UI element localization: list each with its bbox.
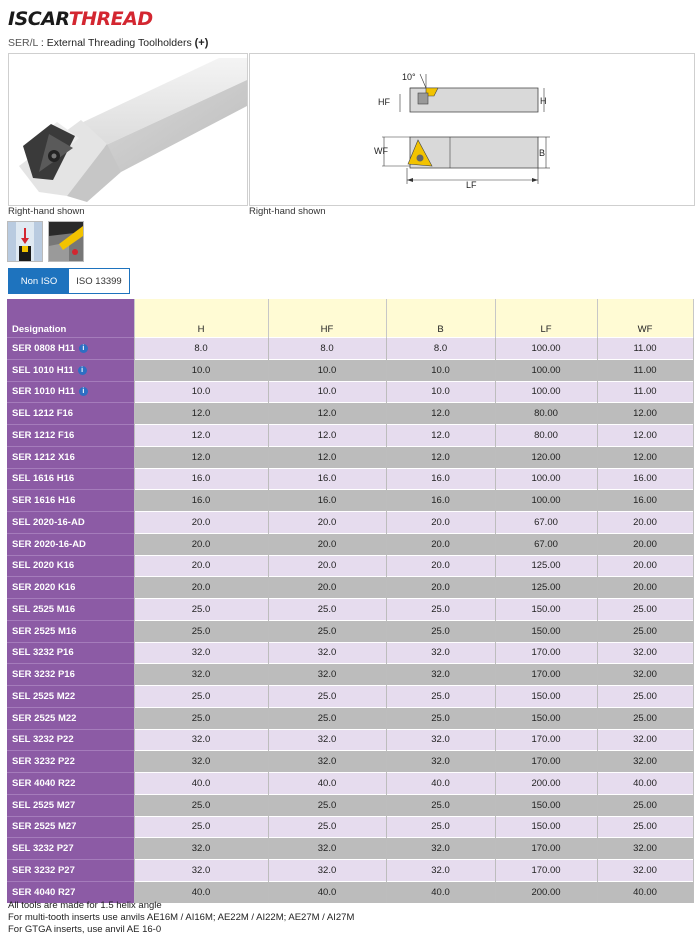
cell-lf: 150.00 bbox=[495, 707, 597, 729]
cell-hf: 25.0 bbox=[268, 816, 386, 838]
footnotes bbox=[8, 900, 354, 936]
designation-label[interactable]: SER 1212 X16 bbox=[12, 451, 75, 463]
cell-hf: 20.0 bbox=[268, 512, 386, 534]
designation-label[interactable]: SER 2525 M22 bbox=[12, 712, 77, 724]
table-row bbox=[7, 425, 693, 447]
designation-cell[interactable] bbox=[7, 599, 134, 621]
cell-hf: 25.0 bbox=[268, 620, 386, 642]
cell-b: 20.0 bbox=[386, 555, 495, 577]
table-row bbox=[7, 533, 693, 555]
caption-drawing: Right-hand shown bbox=[249, 206, 326, 217]
cell-wf: 32.00 bbox=[597, 838, 693, 860]
cell-b: 8.0 bbox=[386, 338, 495, 360]
table-row bbox=[7, 490, 693, 512]
cell-hf: 12.0 bbox=[268, 403, 386, 425]
cell-b: 20.0 bbox=[386, 533, 495, 555]
footnote: For GTGA inserts, use anvil AE 16-0 bbox=[8, 924, 162, 935]
designation-cell[interactable] bbox=[7, 533, 134, 555]
designation-cell[interactable] bbox=[7, 620, 134, 642]
designation-label[interactable]: SEL 2525 M16 bbox=[12, 603, 76, 615]
cell-h: 25.0 bbox=[134, 816, 268, 838]
cell-b: 40.0 bbox=[386, 881, 495, 902]
cell-h: 32.0 bbox=[134, 729, 268, 751]
product-photo bbox=[8, 53, 248, 206]
cell-b: 20.0 bbox=[386, 512, 495, 534]
cell-b: 32.0 bbox=[386, 838, 495, 860]
cell-lf: 150.00 bbox=[495, 620, 597, 642]
cell-h: 16.0 bbox=[134, 490, 268, 512]
cell-h: 10.0 bbox=[134, 359, 268, 381]
cell-h: 20.0 bbox=[134, 577, 268, 599]
designation-label[interactable]: SER 3232 P27 bbox=[12, 864, 75, 876]
cell-h: 25.0 bbox=[134, 599, 268, 621]
designation-cell[interactable] bbox=[7, 490, 134, 512]
lf-label: LF bbox=[466, 180, 477, 190]
designation-label[interactable]: SER 4040 R27 bbox=[12, 886, 76, 898]
designation-cell[interactable] bbox=[7, 338, 134, 360]
cell-wf: 16.00 bbox=[597, 490, 693, 512]
designation-cell[interactable] bbox=[7, 686, 134, 708]
cell-h: 20.0 bbox=[134, 533, 268, 555]
designation-header: Designation bbox=[7, 299, 134, 338]
cell-wf: 20.00 bbox=[597, 533, 693, 555]
cell-hf: 25.0 bbox=[268, 686, 386, 708]
cell-hf: 32.0 bbox=[268, 664, 386, 686]
designation-cell[interactable] bbox=[7, 664, 134, 686]
cell-lf: 150.00 bbox=[495, 794, 597, 816]
thumbnail-cooling[interactable] bbox=[7, 221, 43, 262]
table-row bbox=[7, 664, 693, 686]
designation-cell[interactable] bbox=[7, 403, 134, 425]
cell-wf: 12.00 bbox=[597, 425, 693, 447]
designation-cell[interactable] bbox=[7, 555, 134, 577]
table-row bbox=[7, 751, 693, 773]
cell-wf: 25.00 bbox=[597, 816, 693, 838]
table-row bbox=[7, 359, 693, 381]
designation-cell[interactable] bbox=[7, 751, 134, 773]
footnote: For multi-tooth inserts use anvils AE16M / AI16M; AE22M / AI22M; AE27M / AI27M bbox=[8, 912, 355, 923]
table-row bbox=[7, 860, 693, 882]
cell-lf: 67.00 bbox=[495, 512, 597, 534]
designation-label[interactable]: SEL 2525 M27 bbox=[12, 799, 76, 811]
cell-b: 25.0 bbox=[386, 707, 495, 729]
cell-lf: 125.00 bbox=[495, 555, 597, 577]
cell-lf: 80.00 bbox=[495, 403, 597, 425]
cell-h: 32.0 bbox=[134, 751, 268, 773]
designation-cell[interactable] bbox=[7, 773, 134, 795]
cell-b: 20.0 bbox=[386, 577, 495, 599]
column-header-b: B bbox=[386, 299, 495, 338]
table-row bbox=[7, 838, 693, 860]
cell-h: 25.0 bbox=[134, 707, 268, 729]
designation-label[interactable]: SER 1616 H16 bbox=[12, 495, 76, 507]
designation-cell[interactable] bbox=[7, 468, 134, 490]
table-row bbox=[7, 381, 693, 403]
designation-label[interactable]: SER 2525 M27 bbox=[12, 821, 77, 833]
cell-wf: 20.00 bbox=[597, 555, 693, 577]
cell-wf: 32.00 bbox=[597, 729, 693, 751]
designation-label[interactable]: SER 1010 H11 bbox=[12, 386, 75, 398]
cell-b: 16.0 bbox=[386, 490, 495, 512]
b-label: B bbox=[539, 148, 546, 158]
cell-lf: 100.00 bbox=[495, 381, 597, 403]
cell-b: 32.0 bbox=[386, 664, 495, 686]
cell-hf: 20.0 bbox=[268, 555, 386, 577]
designation-label[interactable]: SER 4040 R22 bbox=[12, 777, 76, 789]
designation-label[interactable]: SER 3232 P16 bbox=[12, 669, 75, 681]
column-header-hf: HF bbox=[268, 299, 386, 338]
designation-cell[interactable] bbox=[7, 707, 134, 729]
cell-hf: 25.0 bbox=[268, 707, 386, 729]
cell-hf: 32.0 bbox=[268, 751, 386, 773]
cell-hf: 16.0 bbox=[268, 490, 386, 512]
cell-lf: 100.00 bbox=[495, 338, 597, 360]
cell-b: 12.0 bbox=[386, 446, 495, 468]
cell-b: 10.0 bbox=[386, 359, 495, 381]
cell-h: 40.0 bbox=[134, 881, 268, 902]
cell-b: 25.0 bbox=[386, 686, 495, 708]
designation-cell[interactable] bbox=[7, 577, 134, 599]
table-row bbox=[7, 729, 693, 751]
footnote: All tools are made for 1.5 helix angle bbox=[8, 900, 162, 911]
cell-h: 20.0 bbox=[134, 555, 268, 577]
designation-cell[interactable] bbox=[7, 359, 134, 381]
cell-hf: 10.0 bbox=[268, 359, 386, 381]
cell-b: 12.0 bbox=[386, 425, 495, 447]
table-row bbox=[7, 446, 693, 468]
cell-h: 25.0 bbox=[134, 686, 268, 708]
cell-h: 12.0 bbox=[134, 446, 268, 468]
designation-cell[interactable] bbox=[7, 446, 134, 468]
cell-h: 32.0 bbox=[134, 860, 268, 882]
cell-lf: 200.00 bbox=[495, 773, 597, 795]
cell-wf: 32.00 bbox=[597, 860, 693, 882]
cell-h: 16.0 bbox=[134, 468, 268, 490]
info-icon[interactable]: i bbox=[79, 387, 88, 396]
designation-label[interactable]: SER 2525 M16 bbox=[12, 625, 77, 637]
product-title: External Threading Toolholders bbox=[46, 37, 192, 49]
cell-b: 12.0 bbox=[386, 403, 495, 425]
designation-cell[interactable] bbox=[7, 642, 134, 664]
cell-b: 32.0 bbox=[386, 860, 495, 882]
angle-label: 10° bbox=[402, 72, 416, 82]
standard-toggle bbox=[8, 268, 130, 294]
cell-wf: 11.00 bbox=[597, 381, 693, 403]
cell-h: 32.0 bbox=[134, 664, 268, 686]
cell-wf: 40.00 bbox=[597, 773, 693, 795]
cell-b: 10.0 bbox=[386, 381, 495, 403]
table-row bbox=[7, 816, 693, 838]
designation-label[interactable]: SEL 3232 P27 bbox=[12, 843, 74, 855]
technical-drawing bbox=[249, 53, 695, 206]
expand-toggle[interactable]: (+) bbox=[194, 37, 209, 49]
designation-cell[interactable] bbox=[7, 425, 134, 447]
cell-hf: 10.0 bbox=[268, 381, 386, 403]
cell-hf: 12.0 bbox=[268, 425, 386, 447]
caption-photo: Right-hand shown bbox=[8, 206, 85, 217]
cell-wf: 11.00 bbox=[597, 338, 693, 360]
table-header-row bbox=[7, 299, 693, 338]
designation-label[interactable]: SER 1212 F16 bbox=[12, 429, 75, 441]
cell-wf: 25.00 bbox=[597, 794, 693, 816]
designation-label[interactable]: SEL 1010 H11 bbox=[12, 364, 74, 376]
cell-wf: 40.00 bbox=[597, 881, 693, 902]
cell-b: 32.0 bbox=[386, 642, 495, 664]
designation-cell[interactable] bbox=[7, 512, 134, 534]
cell-lf: 100.00 bbox=[495, 359, 597, 381]
designation-label[interactable]: SEL 3232 P16 bbox=[12, 647, 74, 659]
cell-lf: 120.00 bbox=[495, 446, 597, 468]
cell-lf: 170.00 bbox=[495, 642, 597, 664]
designation-cell[interactable] bbox=[7, 860, 134, 882]
cell-lf: 100.00 bbox=[495, 468, 597, 490]
dimensions-table bbox=[7, 299, 694, 903]
cell-h: 32.0 bbox=[134, 642, 268, 664]
cell-hf: 32.0 bbox=[268, 860, 386, 882]
cell-wf: 16.00 bbox=[597, 468, 693, 490]
designation-cell[interactable] bbox=[7, 838, 134, 860]
cell-hf: 20.0 bbox=[268, 533, 386, 555]
thumbnail-application[interactable] bbox=[48, 221, 84, 262]
cell-hf: 40.0 bbox=[268, 881, 386, 902]
cell-h: 32.0 bbox=[134, 838, 268, 860]
designation-label[interactable]: SEL 2525 M22 bbox=[12, 690, 76, 702]
cell-b: 25.0 bbox=[386, 620, 495, 642]
cell-h: 25.0 bbox=[134, 794, 268, 816]
cell-hf: 20.0 bbox=[268, 577, 386, 599]
cell-hf: 32.0 bbox=[268, 729, 386, 751]
cell-wf: 25.00 bbox=[597, 599, 693, 621]
designation-label[interactable]: SER 2020-16-AD bbox=[12, 538, 86, 550]
cell-lf: 170.00 bbox=[495, 838, 597, 860]
table-row bbox=[7, 773, 693, 795]
cell-hf: 25.0 bbox=[268, 794, 386, 816]
designation-label[interactable]: SEL 2020-16-AD bbox=[12, 516, 85, 528]
cell-hf: 40.0 bbox=[268, 773, 386, 795]
cell-wf: 20.00 bbox=[597, 577, 693, 599]
designation-label[interactable]: SEL 1616 H16 bbox=[12, 473, 75, 485]
cell-hf: 12.0 bbox=[268, 446, 386, 468]
cell-hf: 16.0 bbox=[268, 468, 386, 490]
designation-label[interactable]: SEL 2020 K16 bbox=[12, 560, 75, 572]
cell-hf: 32.0 bbox=[268, 642, 386, 664]
designation-label[interactable]: SER 0808 H11 bbox=[12, 342, 75, 354]
cell-wf: 32.00 bbox=[597, 664, 693, 686]
cell-b: 25.0 bbox=[386, 816, 495, 838]
cell-wf: 25.00 bbox=[597, 686, 693, 708]
cell-lf: 100.00 bbox=[495, 490, 597, 512]
cell-wf: 32.00 bbox=[597, 751, 693, 773]
cell-lf: 170.00 bbox=[495, 751, 597, 773]
designation-label[interactable]: SEL 1212 F16 bbox=[12, 408, 74, 420]
cell-h: 40.0 bbox=[134, 773, 268, 795]
table-row bbox=[7, 620, 693, 642]
cell-wf: 32.00 bbox=[597, 642, 693, 664]
cell-lf: 125.00 bbox=[495, 577, 597, 599]
cell-b: 25.0 bbox=[386, 599, 495, 621]
cell-wf: 25.00 bbox=[597, 620, 693, 642]
cell-b: 32.0 bbox=[386, 751, 495, 773]
table-row bbox=[7, 512, 693, 534]
cell-lf: 150.00 bbox=[495, 686, 597, 708]
table-row bbox=[7, 403, 693, 425]
table-row bbox=[7, 686, 693, 708]
cell-h: 10.0 bbox=[134, 381, 268, 403]
iscar-thread-logo: ISCARTHREAD bbox=[8, 8, 153, 30]
table-row bbox=[7, 599, 693, 621]
designation-label[interactable]: SER 3232 P22 bbox=[12, 756, 75, 768]
cell-hf: 32.0 bbox=[268, 838, 386, 860]
info-icon[interactable]: i bbox=[79, 344, 88, 353]
table-row bbox=[7, 794, 693, 816]
table-row bbox=[7, 338, 693, 360]
designation-label[interactable]: SER 2020 K16 bbox=[12, 582, 76, 594]
page-title: SER/L : External Threading Toolholders (+) bbox=[8, 37, 209, 49]
cell-h: 25.0 bbox=[134, 620, 268, 642]
cell-lf: 200.00 bbox=[495, 881, 597, 902]
column-header-lf: LF bbox=[495, 299, 597, 338]
cell-wf: 11.00 bbox=[597, 359, 693, 381]
product-code: SER/L bbox=[8, 37, 38, 49]
cell-hf: 25.0 bbox=[268, 599, 386, 621]
cell-h: 12.0 bbox=[134, 425, 268, 447]
cell-h: 20.0 bbox=[134, 512, 268, 534]
cell-lf: 170.00 bbox=[495, 729, 597, 751]
designation-cell[interactable] bbox=[7, 381, 134, 403]
column-header-h: H bbox=[134, 299, 268, 338]
iso-13399-tab[interactable]: ISO 13399 bbox=[69, 269, 129, 293]
table-row bbox=[7, 468, 693, 490]
cell-wf: 20.00 bbox=[597, 512, 693, 534]
cell-lf: 80.00 bbox=[495, 425, 597, 447]
table-row bbox=[7, 707, 693, 729]
cell-lf: 170.00 bbox=[495, 860, 597, 882]
hf-label: HF bbox=[378, 97, 390, 107]
table-row bbox=[7, 642, 693, 664]
cell-lf: 150.00 bbox=[495, 599, 597, 621]
designation-cell[interactable] bbox=[7, 729, 134, 751]
cell-h: 8.0 bbox=[134, 338, 268, 360]
cell-wf: 25.00 bbox=[597, 707, 693, 729]
designation-cell[interactable] bbox=[7, 816, 134, 838]
cell-lf: 150.00 bbox=[495, 816, 597, 838]
h-label: H bbox=[540, 96, 547, 106]
cell-hf: 8.0 bbox=[268, 338, 386, 360]
cell-b: 40.0 bbox=[386, 773, 495, 795]
cell-b: 16.0 bbox=[386, 468, 495, 490]
cell-wf: 12.00 bbox=[597, 446, 693, 468]
cell-wf: 12.00 bbox=[597, 403, 693, 425]
designation-label[interactable]: SEL 3232 P22 bbox=[12, 734, 74, 746]
designation-cell[interactable] bbox=[7, 794, 134, 816]
table-row bbox=[7, 577, 693, 599]
wf-label: WF bbox=[374, 146, 388, 156]
non-iso-tab[interactable]: Non ISO bbox=[9, 269, 69, 293]
cell-lf: 67.00 bbox=[495, 533, 597, 555]
table-row bbox=[7, 555, 693, 577]
info-icon[interactable]: i bbox=[78, 366, 87, 375]
cell-b: 25.0 bbox=[386, 794, 495, 816]
cell-h: 12.0 bbox=[134, 403, 268, 425]
cell-b: 32.0 bbox=[386, 729, 495, 751]
column-header-wf: WF bbox=[597, 299, 693, 338]
cell-lf: 170.00 bbox=[495, 664, 597, 686]
